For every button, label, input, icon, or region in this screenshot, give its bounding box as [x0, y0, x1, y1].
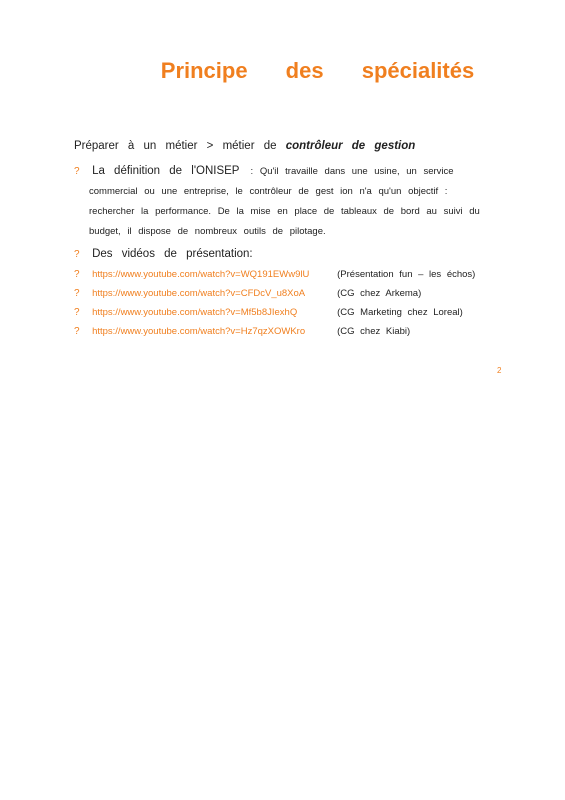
- bullet-marker: ?: [74, 288, 80, 299]
- definition-item: [74, 165, 454, 177]
- bullet-marker: ?: [74, 269, 80, 280]
- video-link[interactable]: https://www.youtube.com/watch?v=CFDcV_u8XoA: [92, 288, 306, 299]
- intro-prefix: Préparer à un métier > métier de: [74, 140, 277, 152]
- intro-emphasis: contrôleur de gestion: [285, 140, 416, 152]
- video-item: [74, 306, 463, 318]
- intro-line: [74, 140, 415, 152]
- video-link[interactable]: https://www.youtube.com/watch?v=Mf5b8JIexhQ: [92, 307, 298, 318]
- page-title: Principe des spécialités: [160, 58, 475, 83]
- videos-heading: Des vidéos de présentation:: [92, 248, 253, 260]
- page-number: 2: [497, 366, 502, 375]
- video-item: [74, 287, 421, 299]
- video-item: [74, 325, 410, 337]
- definition-line: : Qu'il travaille dans une usine, un service: [250, 166, 454, 177]
- definition-line: rechercher la performance. De la mise en place de tableaux de bord au suivi du: [89, 206, 480, 217]
- bullet-marker: ?: [74, 307, 80, 318]
- bullet-marker: ?: [74, 326, 80, 337]
- video-note: (CG Marketing chez Loreal): [337, 307, 463, 318]
- bullet-marker: ?: [74, 249, 80, 260]
- bullet-marker: ?: [74, 166, 80, 177]
- video-link[interactable]: https://www.youtube.com/watch?v=Hz7qzXOWKro: [92, 326, 306, 337]
- video-note: (Présentation fun – les échos): [337, 269, 476, 280]
- videos-heading-item: [74, 248, 253, 260]
- video-note: (CG chez Kiabi): [337, 326, 411, 337]
- definition-line: budget, il dispose de nombreux outils de pilotage.: [89, 226, 326, 237]
- video-item: [74, 268, 475, 280]
- definition-head: La définition de l'ONISEP: [92, 165, 240, 177]
- video-link[interactable]: https://www.youtube.com/watch?v=WQ191EWw9lU: [92, 269, 310, 280]
- video-note: (CG chez Arkema): [337, 288, 422, 299]
- definition-line: commercial ou une entreprise, le contrôleur de gest ion n'a qu'un objectif :: [89, 186, 448, 197]
